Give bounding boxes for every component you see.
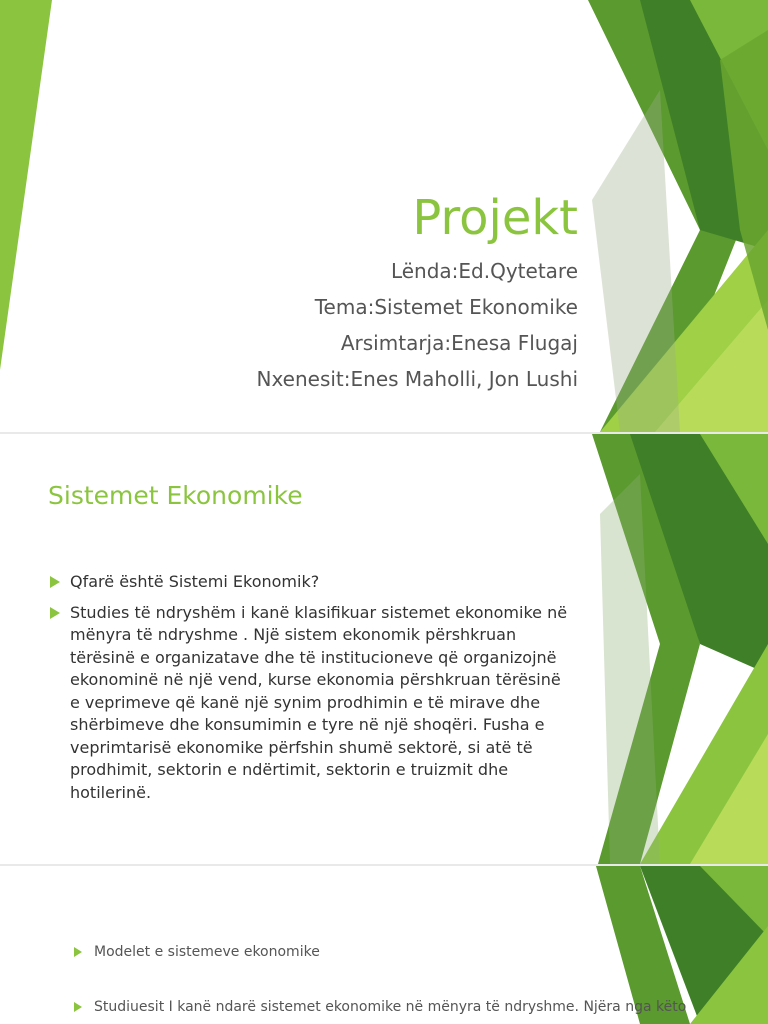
slide-heading: Sistemet Ekonomike	[48, 481, 303, 510]
bullet-text: Studiuesit I kanë ndarë sistemet ekonomike në mënyra të ndryshme. Njëra nga këto	[94, 999, 687, 1015]
slide-3	[0, 866, 768, 1024]
list-item	[48, 602, 568, 805]
list-item	[74, 999, 686, 1015]
subject-line: Lënda:Ed.Qytetare	[390, 259, 578, 283]
list-item	[48, 571, 568, 594]
arrow-bullet-icon	[74, 1002, 82, 1012]
slide-1	[0, 0, 768, 432]
slide-2	[0, 434, 768, 864]
slide-title: Projekt	[412, 190, 578, 246]
bullet-text: Studies të ndryshëm i kanë klasifikuar sistemet ekonomike në mënyra të ndryshme . Një sistem ekonomik përshkruan tërësinë e organizatave dhe të institucioneve që organizojnë ekonominë në një vend, kurse ekonomia përshkruan tërësinë e veprimeve që kanë një synim prodhimin e të mirave dhe shërbimeve dhe konsumimin e tyre në një shoqëri. Fusha e veprimtarisë ekonomike përfshin shumë sektorë, si atë të prodhimit, sektorin e ndërtimit, sektorin e truizmit dhe hotilerinë.	[70, 602, 568, 802]
bullet-list	[48, 571, 568, 812]
bullet-text: Qfarë është Sistemi Ekonomik?	[70, 572, 320, 591]
arrow-bullet-icon	[50, 576, 60, 588]
arrow-bullet-icon	[50, 607, 60, 619]
list-item	[74, 944, 320, 960]
students-line: Nxenesit:Enes Maholli, Jon Lushi	[256, 367, 578, 391]
bullet-text: Modelet e sistemeve ekonomike	[94, 944, 320, 960]
teacher-line: Arsimtarja:Enesa Flugaj	[340, 331, 578, 355]
arrow-bullet-icon	[74, 947, 82, 957]
topic-line: Tema:Sistemet Ekonomike	[314, 295, 578, 319]
